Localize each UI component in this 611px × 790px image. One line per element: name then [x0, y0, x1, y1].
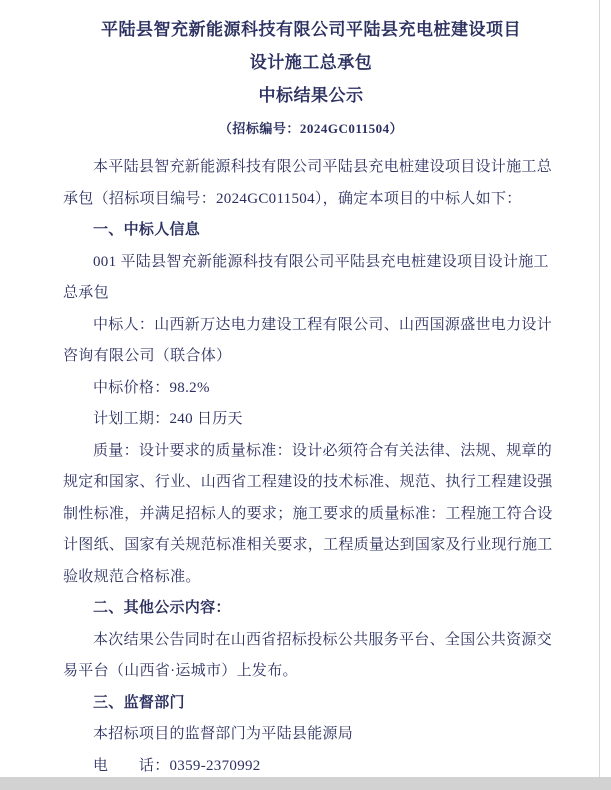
document-body	[63, 152, 559, 782]
section-1-heading: 一、中标人信息	[93, 222, 201, 238]
page-right-edge-line	[599, 0, 600, 777]
document-title-line-3: 中标结果公示	[258, 86, 364, 105]
winner-name-paragraph: 中标人：山西新万达电力建设工程有限公司、山西国源盛世电力设计咨询有限公司（联合体）	[63, 316, 553, 364]
document-title-line-1: 平陆县智充新能源科技有限公司平陆县充电桩建设项目	[101, 20, 521, 39]
document-title-line-2: 设计施工总承包	[249, 53, 373, 72]
bid-number-line: （招标编号：2024GC011504）	[218, 121, 404, 136]
construction-period-paragraph: 计划工期：240 日历天	[93, 411, 243, 427]
phone-paragraph: 电 话：0359-2370992	[93, 757, 261, 774]
section-2-heading: 二、其他公示内容：	[93, 600, 231, 616]
winner-id-paragraph: 001 平陆县智充新能源科技有限公司平陆县充电桩建设项目设计施工总承包	[63, 253, 549, 301]
section-3-heading: 三、监督部门	[93, 694, 185, 711]
supervision-dept-paragraph: 本招标项目的监督部门为平陆县能源局	[93, 726, 354, 742]
quality-paragraph: 质量：设计要求的质量标准：设计必须符合有关法律、法规、规章的规定和国家、行业、山西省工程建设的技术标准、规范、执行工程建设强制性标准，并满足招标人的要求；施工要求的质量标准：工程施工符合设计图纸、国家有关规范标准相关要求，工程质量达到国家及行业现行施工验收规范合格标准。	[63, 442, 553, 585]
bid-price-paragraph: 中标价格：98.2%	[93, 379, 210, 396]
intro-paragraph: 本平陆县智充新能源科技有限公司平陆县充电桩建设项目设计施工总承包（招标项目编号：2024GC011504），确定本项目的中标人如下：	[63, 159, 553, 207]
publication-paragraph: 本次结果公告同时在山西省招标投标公共服务平台、全国公共资源交易平台（山西省·运城市）上发布。	[63, 631, 553, 679]
title-block	[63, 13, 559, 144]
